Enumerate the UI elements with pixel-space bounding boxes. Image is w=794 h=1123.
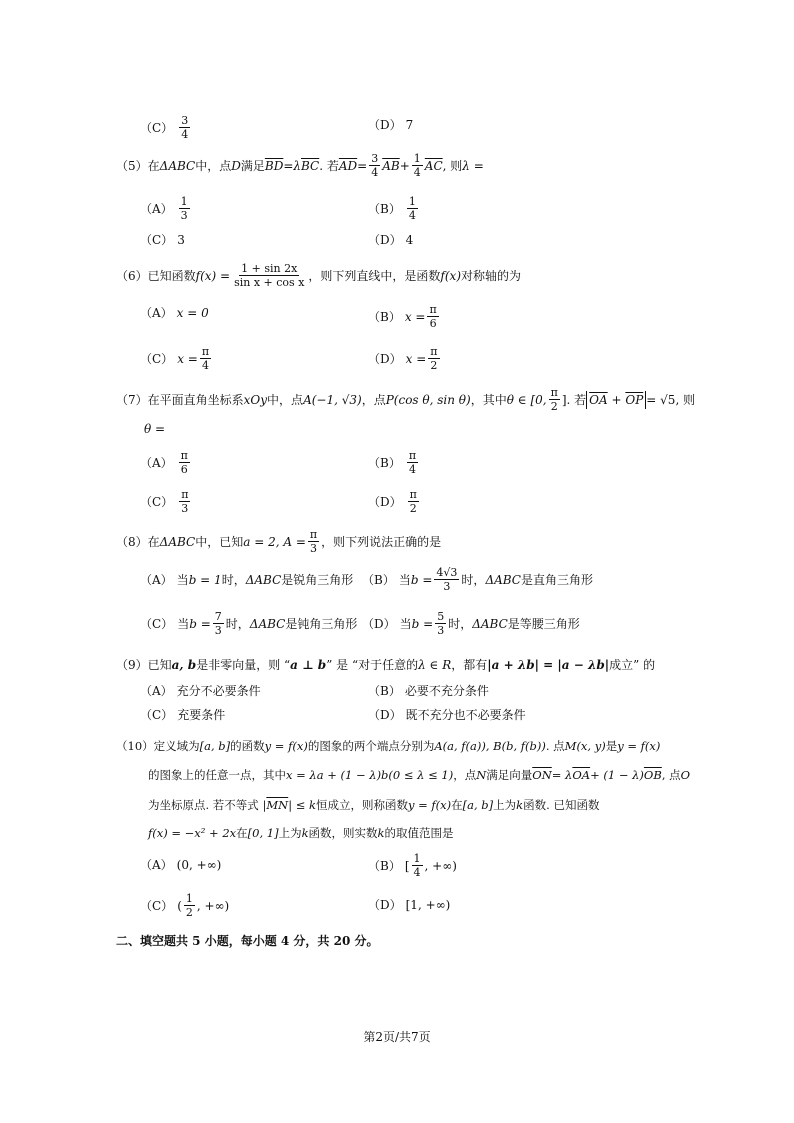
option-label: （A）: [140, 684, 173, 698]
question-number: （10）: [116, 739, 154, 753]
stem-text: ” 是 “对于任意的: [326, 658, 419, 672]
stem-text: 中，点: [267, 392, 304, 407]
q8-option-c: [140, 610, 357, 637]
math: = √5: [646, 392, 676, 407]
option-label: （C）: [140, 351, 174, 366]
option-label: （B）: [368, 309, 401, 324]
stem-text: 对称轴的为: [461, 268, 522, 283]
stem-text: 的函数: [230, 739, 265, 753]
q5-option-d: [368, 231, 413, 249]
math: + (1 − λ): [590, 768, 644, 782]
math: xOy: [243, 392, 268, 407]
q10-stem-line1: [116, 737, 660, 755]
option-text: 充分不必要条件: [176, 684, 261, 698]
option-text: 时，: [461, 572, 486, 587]
vector: $\overline{ON}$: [532, 768, 552, 782]
math: ΔABC: [159, 158, 196, 173]
q6-option-c: [140, 345, 213, 372]
option-label: （B）: [368, 684, 401, 698]
math: N: [476, 768, 487, 782]
question-number: （8）: [116, 534, 148, 549]
vector: $\overline{BD}$: [264, 158, 284, 173]
option-label: （D）: [368, 898, 402, 912]
q10-option-d: [368, 896, 450, 914]
stem-text: 在: [147, 158, 160, 173]
math: k: [377, 826, 385, 840]
stem-text: 的图象的两个端点分别为: [307, 739, 435, 753]
option-text: 当: [176, 573, 189, 587]
math: = λ: [551, 768, 573, 782]
math: θ =: [144, 422, 166, 436]
math: [: [404, 858, 410, 873]
q5-stem: [116, 152, 484, 179]
option-label: （D）: [368, 494, 402, 509]
stem-text: 满足: [240, 158, 265, 173]
fraction: $\frac{4√3}{3}$: [436, 566, 458, 593]
q8-option-d: [362, 610, 580, 637]
math: [a, b]: [199, 739, 231, 753]
stem-text: ，其中: [470, 392, 507, 407]
stem-text: 成立” 的: [609, 658, 656, 672]
math: , +∞): [424, 858, 457, 873]
option-label: （C）: [140, 233, 174, 247]
option-value: 7: [405, 118, 414, 132]
q5-option-b: [368, 195, 420, 222]
q7-stem-line2: [144, 420, 165, 438]
option-label: （D）: [368, 351, 402, 366]
stem-text: 上为: [493, 798, 517, 812]
stem-text: 的图象上的任意一点，其中: [148, 768, 286, 782]
q7-option-a: [140, 449, 192, 476]
fraction: $\frac{7}{3}$: [214, 610, 222, 637]
option-text: 是等腰三角形: [507, 616, 580, 631]
stem-text: 在平面直角坐标系: [147, 392, 244, 407]
q9-stem: [116, 656, 655, 674]
math: b = 1: [188, 573, 222, 587]
math: +: [399, 158, 410, 173]
section-heading: 二、填空题共 5 小题，每小题 4 分，共 20 分。: [116, 934, 379, 948]
vector: $\overline{OA}$: [572, 768, 591, 782]
q6-option-d: [368, 345, 442, 372]
math: λ: [293, 158, 301, 173]
q9-option-d: [368, 706, 526, 724]
stem-text: ，则下列直线中，是函数: [308, 268, 441, 283]
math: b =: [189, 616, 211, 631]
q10-option-a: [140, 856, 221, 874]
page-number: 第2页/共7页: [363, 1030, 431, 1044]
q5-option-c: [140, 231, 185, 249]
option-label: （C）: [140, 494, 174, 509]
stem-text: ，点: [361, 392, 386, 407]
option-text: 当: [398, 572, 411, 587]
q10-stem-line2: [148, 766, 690, 784]
option-text: 当: [177, 616, 190, 631]
math: y = f(x): [264, 739, 308, 753]
math: λ =: [462, 158, 484, 173]
q8-stem: [116, 528, 441, 555]
fraction: $\frac{\pi}{6}$: [429, 303, 437, 330]
option-text: 是钝角三角形: [285, 616, 358, 631]
option-text: 当: [399, 616, 412, 631]
fraction: $\frac{1}{3}$: [180, 195, 188, 222]
vector: $\overline{MN}$: [266, 798, 289, 812]
stem-text: 函数，则实数: [308, 826, 378, 840]
stem-text: 函数. 已知函数: [523, 798, 600, 812]
fraction: $\frac{\pi}{4}$: [408, 449, 417, 476]
math: ΔABC: [485, 572, 521, 587]
math: =: [357, 158, 368, 173]
option-label: （B）: [368, 858, 401, 873]
fraction: $\frac{3}{4}$: [181, 114, 189, 141]
math: λ ∈ R: [418, 658, 452, 672]
option-label: （B）: [362, 572, 395, 587]
math: A(−1, √3): [303, 392, 362, 407]
math: ΔABC: [245, 573, 282, 587]
math: | ≤ k: [288, 798, 316, 812]
math: x =: [405, 351, 427, 366]
fraction: $\frac{\pi}{2}$: [550, 386, 558, 413]
vector: $\overline{AB}$: [382, 158, 400, 173]
vector: $\overline{OA}$: [589, 392, 608, 407]
math: f(x): [440, 268, 461, 283]
fraction: $\frac{\pi}{2}$: [409, 488, 417, 515]
q4-option-d: [368, 116, 413, 134]
math: y = f(x): [407, 798, 452, 812]
math: b =: [411, 616, 434, 631]
fraction: $\frac{\pi}{6}$: [180, 449, 188, 476]
option-text: 必要不充分条件: [404, 684, 489, 698]
fraction: $\frac{3}{4}$: [371, 152, 379, 179]
stem-text: 已知: [147, 658, 172, 672]
stem-text: 是: [605, 739, 618, 753]
question-number: （6）: [116, 268, 148, 283]
stem-text: 中，已知: [195, 534, 244, 549]
math: ]: [561, 392, 567, 407]
option-label: （C）: [140, 616, 174, 631]
option-label: （A）: [140, 858, 173, 872]
math: f(x) =: [195, 268, 231, 283]
option-text: 时，: [221, 573, 246, 587]
fraction: $\frac{1}{4}$: [413, 152, 421, 179]
math: a, b: [171, 658, 197, 672]
option-label: （A）: [140, 455, 173, 470]
stem-text: 上为: [278, 826, 302, 840]
q9-option-a: [140, 682, 261, 700]
option-label: （C）: [140, 898, 174, 913]
stem-text: ，都有: [451, 658, 488, 672]
option-text: 是锐角三角形: [281, 573, 354, 587]
vector: $\overline{OB}$: [643, 768, 662, 782]
stem-text: 为坐标原点. 若不等式 |: [148, 798, 267, 812]
q7-option-c: [140, 488, 192, 515]
question-number: （5）: [116, 158, 148, 173]
option-label: （C）: [140, 708, 174, 722]
option-label: （D）: [368, 708, 402, 722]
stem-text: 定义域为: [153, 739, 200, 753]
q7-option-d: [368, 488, 421, 515]
option-value: (0, +∞): [176, 858, 222, 872]
stem-text: 在: [147, 534, 160, 549]
option-text: 时，: [448, 616, 473, 631]
q9-option-b: [368, 682, 489, 700]
option-label: （A）: [140, 306, 173, 320]
math: [a, b]: [462, 798, 494, 812]
fraction: $\frac{\pi}{4}$: [201, 345, 210, 372]
q10-stem-line3: [148, 796, 599, 814]
option-label: （D）: [362, 616, 396, 631]
fraction: $\frac{\pi}{2}$: [430, 345, 438, 372]
math: =: [283, 158, 294, 173]
fraction: $\frac{1}{4}$: [408, 195, 416, 222]
fraction: $\frac{1 + \sin 2x}{\text{sin x + cos x}}$: [234, 262, 305, 289]
q8-option-a: [140, 571, 353, 589]
q7-stem: [116, 386, 695, 413]
q9-option-c: [140, 706, 225, 724]
option-label: （B）: [368, 201, 401, 216]
question-number: （7）: [116, 392, 148, 407]
stem-text: . 点: [545, 739, 565, 753]
math: A(a, f(a)), B(b, f(b)): [434, 739, 546, 753]
option-value: 3: [177, 233, 185, 247]
math: ΔABC: [249, 616, 286, 631]
fraction: $\frac{\pi}{3}$: [309, 528, 318, 555]
stem-text: 恒成立，则称函数: [315, 798, 408, 812]
vector: $\overline{AD}$: [338, 158, 358, 173]
math: x =: [177, 351, 198, 366]
math: [0, 1]: [247, 826, 279, 840]
q10-option-b: [368, 852, 457, 879]
option-value: 4: [405, 233, 414, 247]
option-text: 时，: [225, 616, 250, 631]
math: a = 2, A =: [243, 534, 306, 549]
q6-stem: [116, 262, 521, 289]
fraction: $\frac{\pi}{3}$: [181, 488, 189, 515]
q5-option-a: [140, 195, 192, 222]
math: |a + λb| = |a − λb|: [487, 658, 610, 672]
stem-text: . 若: [566, 392, 587, 407]
stem-text: ，点: [453, 768, 477, 782]
option-label: （A）: [140, 573, 173, 587]
vector: $\overline{AC}$: [424, 158, 443, 173]
math: ΔABC: [472, 616, 508, 631]
stem-text: ，则下列说法正确的是: [321, 534, 442, 549]
math: k: [516, 798, 524, 812]
option-label: （D）: [368, 118, 402, 132]
option-text: 充要条件: [177, 708, 226, 722]
math: P(cos θ, sin θ): [385, 392, 471, 407]
stem-text: 中，点: [195, 158, 232, 173]
q8-option-b: [362, 566, 593, 593]
option-text: 是直角三角形: [521, 572, 594, 587]
math: (: [177, 898, 182, 913]
vector: $\overline{BC}$: [301, 158, 320, 173]
vector: $\overline{OP}$: [625, 392, 644, 407]
option-label: （B）: [368, 455, 401, 470]
option-text: 既不充分也不必要条件: [405, 708, 526, 722]
option-value: x = 0: [176, 306, 209, 320]
q6-option-b: [368, 303, 441, 330]
vector-norm: $\overline{OA} + \overline{OP}$: [586, 391, 646, 409]
q10-stem-line4: [148, 824, 454, 842]
math: y = f(x): [617, 739, 661, 753]
stem-text: 的取值范围是: [384, 826, 454, 840]
stem-text: , 点: [661, 768, 681, 782]
fraction: $\frac{1}{4}$: [413, 852, 421, 879]
math: x =: [404, 309, 426, 324]
math: , +∞): [196, 898, 230, 913]
q4-option-c: [140, 114, 192, 141]
math: ΔABC: [159, 534, 196, 549]
stem-text: 在: [451, 798, 463, 812]
option-label: （D）: [368, 233, 402, 247]
stem-text: 是非零向量，则 “: [196, 658, 291, 672]
q7-option-b: [368, 449, 420, 476]
option-value: [1, +∞): [405, 898, 451, 912]
fraction: $\frac{1}{2}$: [185, 892, 193, 919]
math: k: [301, 826, 309, 840]
math: f(x) = −x² + 2x: [148, 826, 237, 840]
stem-text: 在: [236, 826, 248, 840]
stem-text: 满足向量: [486, 768, 533, 782]
math: D: [231, 158, 241, 173]
math: b =: [410, 572, 433, 587]
question-number: （9）: [116, 658, 148, 672]
option-label: （A）: [140, 201, 173, 216]
math: O: [680, 768, 691, 782]
math: θ ∈ [0,: [506, 392, 547, 407]
math: a ⊥ b: [290, 658, 327, 672]
math: x = λa + (1 − λ)b(0 ≤ λ ≤ 1): [286, 768, 454, 782]
fraction: $\frac{5}{3}$: [437, 610, 445, 637]
q6-option-a: [140, 304, 209, 322]
option-label: （C）: [140, 120, 174, 135]
stem-text: . 若: [319, 158, 339, 173]
stem-text: , 则: [442, 158, 463, 173]
stem-text: 已知函数: [147, 268, 196, 283]
math: M(x, y): [564, 739, 606, 753]
q10-option-c: [140, 892, 229, 919]
stem-text: , 则: [675, 392, 696, 407]
